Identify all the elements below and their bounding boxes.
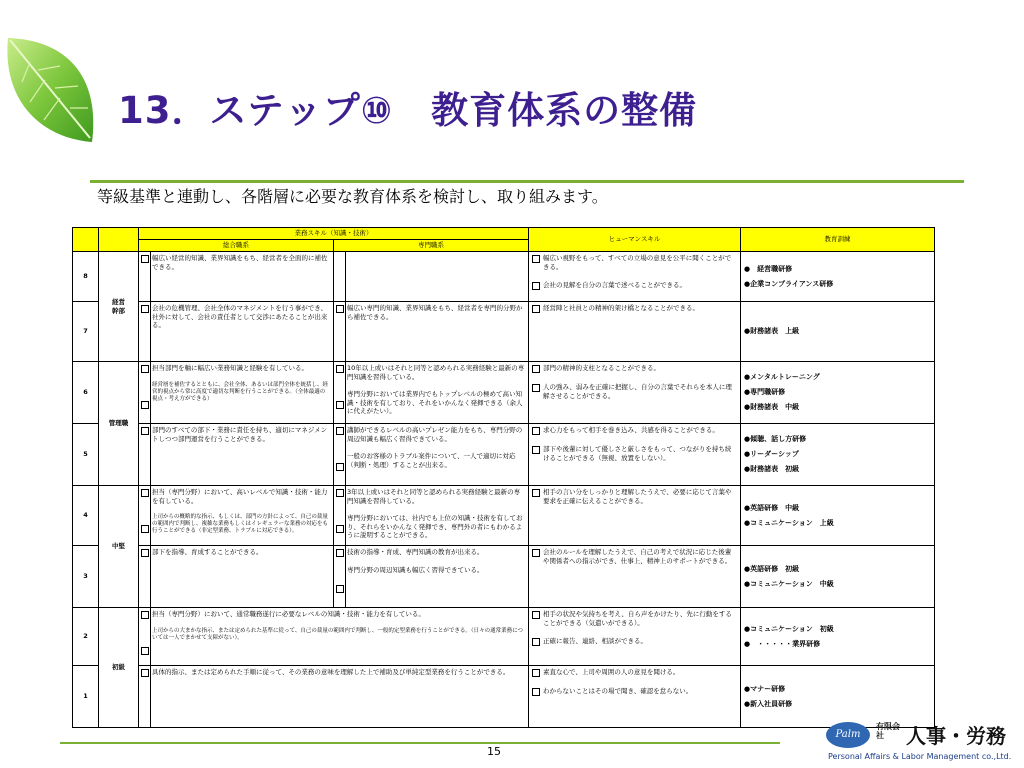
skill-text: 経営層を補佐するとともに、会社全体、あるいは部門全体を統括し、経営的視点から常に高度で適切な判断を行うことができる。（全体最適の視点・考え方ができる）	[152, 381, 329, 402]
category-label: 管理職	[108, 419, 129, 428]
human-skill-cell	[529, 608, 741, 666]
header-business-skill: 業務スキル（知識・技術）	[139, 228, 529, 240]
category-cell	[99, 252, 139, 362]
checkbox-icon	[141, 255, 149, 263]
general-skill-cell	[151, 666, 529, 728]
checkbox-spacer	[334, 500, 345, 522]
human-skill-item	[529, 279, 740, 292]
training-cell	[741, 424, 935, 486]
human-skill-cell	[529, 666, 741, 728]
human-skill-text: 部下や後輩に対して優しさと厳しさをもって、つながりを持ち続けることができる（無視、放置をしない）。	[543, 445, 732, 462]
human-skill-cell	[529, 252, 741, 302]
logo-english: Personal Affairs & Labor Management co.,Ltd.	[828, 752, 1012, 761]
category-label: 中堅	[112, 542, 125, 551]
general-checkbox-cell	[139, 302, 151, 362]
header-specialist: 専門職系	[334, 240, 529, 252]
skill-text: 部門のすべての部下・業務に責任を持ち、適切にマネジメントしつつ部門運営を行うことができる。	[152, 426, 328, 443]
training-cell	[741, 608, 935, 666]
header-human-skill: ヒューマンスキル	[529, 228, 741, 252]
page-number: 15	[487, 745, 501, 758]
human-skill-item	[529, 486, 740, 507]
checkbox-icon	[532, 446, 540, 454]
checkbox-icon	[532, 489, 540, 497]
general-skill-cell	[151, 608, 529, 666]
checkbox-icon	[532, 638, 540, 646]
level-cell: 8	[73, 252, 99, 302]
specialist-skill-cell	[346, 486, 529, 546]
checkbox-icon	[336, 401, 344, 409]
checkbox-icon	[336, 489, 344, 497]
checkbox-icon	[532, 282, 540, 290]
human-skill-text: 幅広い視野をもって、すべての立場の意見を公平に聞くことができる。	[543, 254, 732, 271]
human-skill-cell	[529, 546, 741, 608]
human-skill-item	[529, 685, 740, 698]
education-system-table	[72, 227, 935, 728]
human-skill-cell	[529, 424, 741, 486]
human-skill-text: 求心力をもって相手を巻き込み、共感を得ることができる。	[543, 426, 719, 434]
training-item: ●財務諸表 上級	[744, 327, 800, 335]
specialist-checkbox-cell	[334, 424, 346, 486]
general-checkbox-cell	[139, 486, 151, 546]
checkbox-icon	[336, 365, 344, 373]
checkbox-icon	[336, 427, 344, 435]
skill-text: 担当部門を軸に幅広い業務知識と経験を有している。	[152, 364, 308, 372]
category-cell	[99, 608, 139, 728]
checkbox-icon	[336, 549, 344, 557]
human-skill-text: 相手の言い分をしっかりと理解したうえで、必要に応じて言葉や要求を正確に伝えることができる。	[543, 488, 732, 505]
training-item: ●新入社員研修	[744, 699, 793, 708]
general-skill-cell	[151, 302, 334, 362]
general-checkbox-cell	[139, 252, 151, 302]
training-item: ●メンタルトレーニング	[744, 373, 820, 381]
training-item: ●英語研修 中級	[744, 503, 800, 512]
table-row	[73, 546, 935, 608]
human-skill-text: 会社のルールを理解したうえで、自己の考えで状況に応じた後輩や関係者への指示ができ、仕事上、精神上のサポートができる。	[543, 548, 732, 565]
human-skill-text: 経営陣と社員との精神的架け橋となることができる。	[543, 304, 699, 312]
logo-mark: Palm	[826, 722, 870, 748]
human-skill-item	[529, 443, 740, 464]
title-divider	[90, 180, 964, 183]
checkbox-icon	[532, 549, 540, 557]
level-cell: 2	[73, 608, 99, 666]
header-general: 総合職系	[139, 240, 334, 252]
specialist-checkbox-cell	[334, 302, 346, 362]
general-checkbox-cell	[139, 424, 151, 486]
specialist-checkbox-cell	[334, 362, 346, 424]
skill-text: 講師ができるレベルの高いプレゼン能力をもち、専門分野の周辺知識も幅広く習得できている。	[347, 426, 523, 443]
checkbox-icon	[141, 611, 149, 619]
level-cell: 4	[73, 486, 99, 546]
human-skill-item	[529, 546, 740, 567]
skill-text: 10年以上或いはそれと同等と認められる実務経験と最新の専門知識を習得している。	[347, 364, 525, 381]
human-skill-item	[529, 362, 740, 375]
level-cell: 7	[73, 302, 99, 362]
training-item: ●リーダーシップ	[744, 450, 799, 458]
checkbox-icon	[141, 489, 149, 497]
skill-text: 一般のお客様のトラブル案件について、一人で適切に対応（判断・処理）することが出来る。	[347, 452, 516, 469]
training-item: ●財務諸表 中級	[744, 403, 800, 411]
checkbox-icon	[141, 305, 149, 313]
checkbox-icon	[532, 305, 540, 313]
checkbox-icon	[141, 427, 149, 435]
checkbox-icon	[141, 401, 149, 409]
specialist-skill-cell	[346, 424, 529, 486]
logo-name: 人事・労務	[906, 724, 1006, 748]
training-item: ●傾聴、話し方研修	[744, 435, 807, 443]
checkbox-icon	[532, 427, 540, 435]
training-item: ●企業コンプライアンス研修	[744, 279, 834, 288]
checkbox-icon	[532, 688, 540, 696]
checkbox-icon	[336, 585, 344, 593]
skill-text: 3年以上或いはそれと同等と認められる実務経験と最新の専門知識を習得している。	[347, 488, 521, 505]
logo-kaisha: 有限会社	[876, 722, 900, 740]
specialist-checkbox-cell	[334, 486, 346, 546]
level-cell: 5	[73, 424, 99, 486]
general-checkbox-cell	[139, 546, 151, 608]
skill-text: 会社の危機管理、会社全体のマネジメントを行う事ができ、社外に対して、会社の責任者として交渉にあたることが出来る。	[152, 304, 328, 329]
checkbox-spacer	[334, 560, 345, 582]
skill-text: 上司からの概略的な指示、もしくは、部門の方針によって、自己の裁量の範囲内で判断し、複雑な業務もしくはイレギュラーな業務の対応をも行うことができる（非定型業務、トラブルに対応できる）。	[152, 514, 329, 534]
general-checkbox-cell	[139, 362, 151, 424]
checkbox-spacer	[334, 376, 345, 398]
human-skill-item	[529, 381, 740, 402]
training-item: ●英語研修 初級	[744, 564, 800, 573]
level-cell: 3	[73, 546, 99, 608]
company-logo	[826, 718, 1021, 766]
training-item: ● 経営職研修	[744, 264, 793, 273]
header-training: 教育訓練	[741, 228, 935, 252]
general-skill-cell	[151, 252, 334, 302]
training-item: ●コミュニケーション 中級	[744, 579, 834, 588]
header-blank-category	[99, 228, 139, 252]
header-blank-level	[73, 228, 99, 252]
specialist-checkbox-cell	[334, 546, 346, 608]
training-cell	[741, 486, 935, 546]
checkbox-spacer	[139, 500, 150, 522]
checkbox-icon	[141, 647, 149, 655]
human-skill-text: 相手の状況や気持ちを考え、自ら声をかけたり、先に行動をすることができる（気遣いができる）。	[543, 610, 732, 627]
human-skill-text: 会社の見解を自分の言葉で述べることができる。	[543, 281, 686, 289]
checkbox-icon	[532, 611, 540, 619]
training-item: ● ・・・・・業界研修	[744, 639, 821, 648]
skill-text: 専門分野においては、社内でも上位の知識・技術を有しており、それらをいかんなく発揮でき、専門外の者にもわかるように説明することができる。	[347, 514, 523, 539]
table-row	[73, 666, 935, 728]
checkbox-icon	[336, 525, 344, 533]
general-skill-cell	[151, 486, 334, 546]
human-skill-text: 正確に報告、連絡、相談ができる。	[543, 637, 647, 645]
human-skill-item	[529, 666, 740, 679]
skill-text: 幅広い経営的知識、業界知識をもち、経営者を全面的に補佐できる。	[152, 254, 328, 271]
human-skill-text: 人の強み、弱みを正確に把握し、自分の言葉でそれらを本人に理解させることができる。	[543, 383, 732, 400]
checkbox-icon	[336, 305, 344, 313]
checkbox-spacer	[139, 622, 150, 644]
training-item: ●コミュニケーション 初級	[744, 624, 834, 633]
human-skill-cell	[529, 362, 741, 424]
general-checkbox-cell	[139, 608, 151, 666]
table-row	[73, 302, 935, 362]
skill-text: 上司からの大まかな指示、または定められた基準に従って、自己の裁量の範囲内で判断し、一般的定型業務を行うことができる。（日々の通常業務については一人でまかせて支障がない）。	[152, 627, 524, 641]
skill-text: 幅広い専門的知識、業界知識をもち、経営者を専門的分野から補佐できる。	[347, 304, 523, 321]
category-label: 初級	[112, 663, 125, 672]
category-cell	[99, 486, 139, 608]
training-item: ●専門職研修	[744, 388, 786, 396]
level-cell: 6	[73, 362, 99, 424]
human-skill-item	[529, 424, 740, 437]
training-cell	[741, 362, 935, 424]
training-cell	[741, 252, 935, 302]
checkbox-icon	[141, 669, 149, 677]
skill-text: 技術の指導・育成、専門知識の教育が出来る。	[347, 548, 484, 556]
checkbox-icon	[141, 525, 149, 533]
specialist-skill-cell	[346, 252, 529, 302]
skill-text: 専門分野の周辺知識も幅広く習得できている。	[347, 565, 484, 574]
training-item: ●財務諸表 初級	[744, 465, 800, 473]
skill-text: 担当（専門分野）において、通常職務遂行に必要なレベルの知識・技術・能力を有している。	[152, 610, 425, 618]
general-skill-cell	[151, 362, 334, 424]
level-cell: 1	[73, 666, 99, 728]
checkbox-spacer	[334, 438, 345, 460]
table-row	[73, 252, 935, 302]
category-cell	[99, 362, 139, 486]
training-item: ●コミュニケーション 上級	[744, 518, 834, 527]
skill-text: 具体的指示、または定められた手順に従って、その業務の意味を理解した上で補助及び単純定型業務を行うことができる。	[152, 668, 510, 676]
skill-text: 担当（専門分野）において、高いレベルで知識・技術・能力を有している。	[152, 488, 328, 505]
human-skill-item	[529, 302, 740, 315]
table-row	[73, 608, 935, 666]
human-skill-cell	[529, 302, 741, 362]
human-skill-cell	[529, 486, 741, 546]
training-cell	[741, 546, 935, 608]
page-subtitle: 等級基準と連動し、各階層に必要な教育体系を検討し、取り組みます。	[97, 187, 608, 206]
checkbox-icon	[532, 365, 540, 373]
checkbox-spacer	[139, 376, 150, 398]
specialist-skill-cell	[346, 362, 529, 424]
checkbox-icon	[141, 549, 149, 557]
checkbox-icon	[532, 255, 540, 263]
skill-text: 専門分野においては業界内でもトップレベルの極めて高い知識・技術を有しており、それをいかんなく発揮できる（余人に代えがたい）。	[347, 390, 523, 415]
specialist-checkbox-cell	[334, 252, 346, 302]
category-label: 経営 幹部	[112, 298, 125, 315]
training-item: ●マナー研修	[744, 684, 786, 693]
general-checkbox-cell	[139, 666, 151, 728]
table-row	[73, 362, 935, 424]
specialist-skill-cell	[346, 546, 529, 608]
human-skill-text: わからないことはその場で聞き、確認を怠らない。	[543, 687, 693, 695]
human-skill-text: 素直な心で、上司や周囲の人の意見を聞ける。	[543, 668, 680, 676]
general-skill-cell	[151, 424, 334, 486]
checkbox-icon	[532, 384, 540, 392]
human-skill-text: 部門の精神的支柱となることができる。	[543, 364, 660, 372]
checkbox-icon	[336, 463, 344, 471]
table-row	[73, 486, 935, 546]
page-title: 13．ステップ⑩ 教育体系の整備	[118, 89, 698, 132]
table-row	[73, 424, 935, 486]
skill-text: 部下を指導、育成することができる。	[152, 548, 263, 556]
human-skill-item	[529, 608, 740, 629]
footer-divider	[60, 742, 780, 744]
training-cell	[741, 302, 935, 362]
general-skill-cell	[151, 546, 334, 608]
human-skill-item	[529, 252, 740, 273]
checkbox-icon	[141, 365, 149, 373]
leaf-icon	[0, 30, 105, 150]
checkbox-icon	[532, 669, 540, 677]
specialist-skill-cell	[346, 302, 529, 362]
human-skill-item	[529, 635, 740, 648]
